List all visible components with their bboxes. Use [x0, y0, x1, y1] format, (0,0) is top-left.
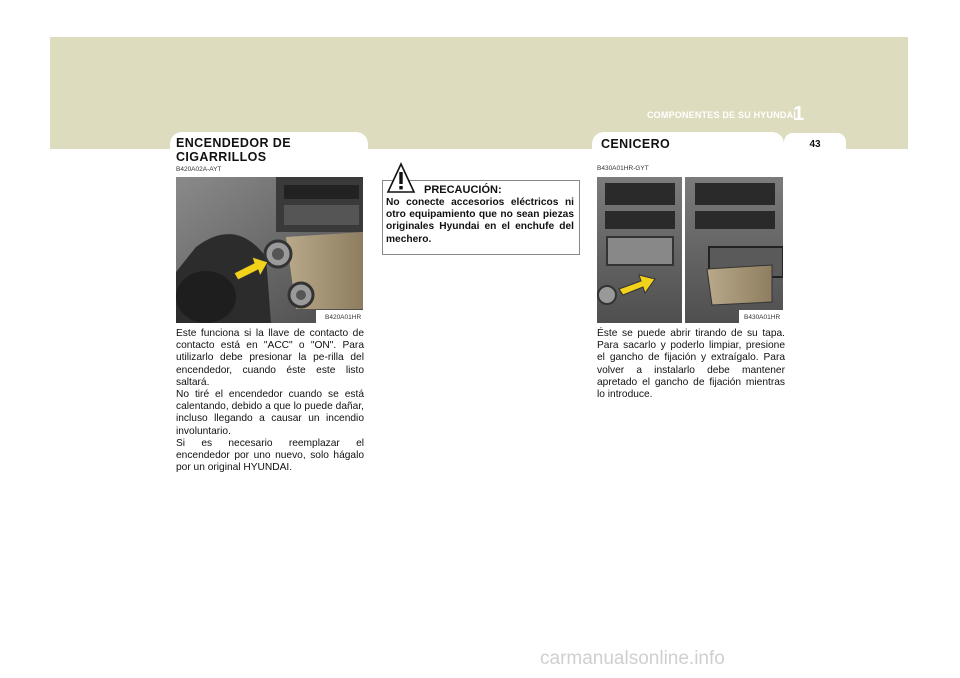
- footer-watermark[interactable]: carmanualsonline.info: [540, 648, 725, 669]
- cigarette-lighter-photo: [176, 177, 363, 323]
- chapter-number: 1: [793, 103, 805, 125]
- left-paragraph: No tiré el encendedor cuando se está calentando, debido a que lo puede dañar, incluso llegando a causar un incendio involuntario.: [176, 389, 364, 437]
- left-title-line2: CIGARRILLOS: [176, 150, 267, 164]
- left-section-code: B420A02A-AYT: [176, 166, 222, 173]
- page-number: 43: [809, 139, 821, 150]
- left-section-title: [176, 136, 291, 164]
- left-paragraph: Si es necesario reemplazar el encendedor por uno nuevo, solo hágalo por un original HYUNDAI.: [176, 437, 364, 474]
- left-paragraph: Este funciona si la llave de contacto de contacto está en "ACC" o "ON". Para utilizarlo debe presionar la pe-rilla del encendedor, cuando éste este listo saltará.: [176, 328, 364, 388]
- right-body-text: [597, 328, 785, 401]
- cigarette-lighter-illustration: [176, 177, 363, 323]
- warning-triangle-icon: [386, 162, 416, 194]
- right-paragraph: Éste se puede abrir tirando de su tapa. Para sacarlo y poderlo limpiar, presione el gancho de fijación y extraígalo. Para volver a instalarlo debe mantener apretado el gancho de fijación mientras lo introduce.: [597, 328, 785, 401]
- right-image-code: B430A01HR: [744, 314, 781, 321]
- right-section-title: CENICERO: [601, 137, 671, 151]
- chapter-title: COMPONENTES DE SU HYUNDAI: [646, 110, 796, 120]
- right-section-code: B430A01HR-GYT: [597, 165, 649, 172]
- ashtray-illustration: [597, 177, 783, 323]
- left-title-line1: ENCENDEDOR DE: [176, 136, 291, 150]
- left-body-text: [176, 328, 364, 474]
- caution-title: PRECAUCIÓN:: [424, 184, 502, 196]
- caution-text: No conecte accesorios eléctricos ni otro equipamiento que no sean piezas originales Hyundai en el enchufe del mechero.: [386, 197, 574, 245]
- ashtray-photo: [597, 177, 783, 323]
- left-image-code: B420A01HR: [325, 314, 362, 321]
